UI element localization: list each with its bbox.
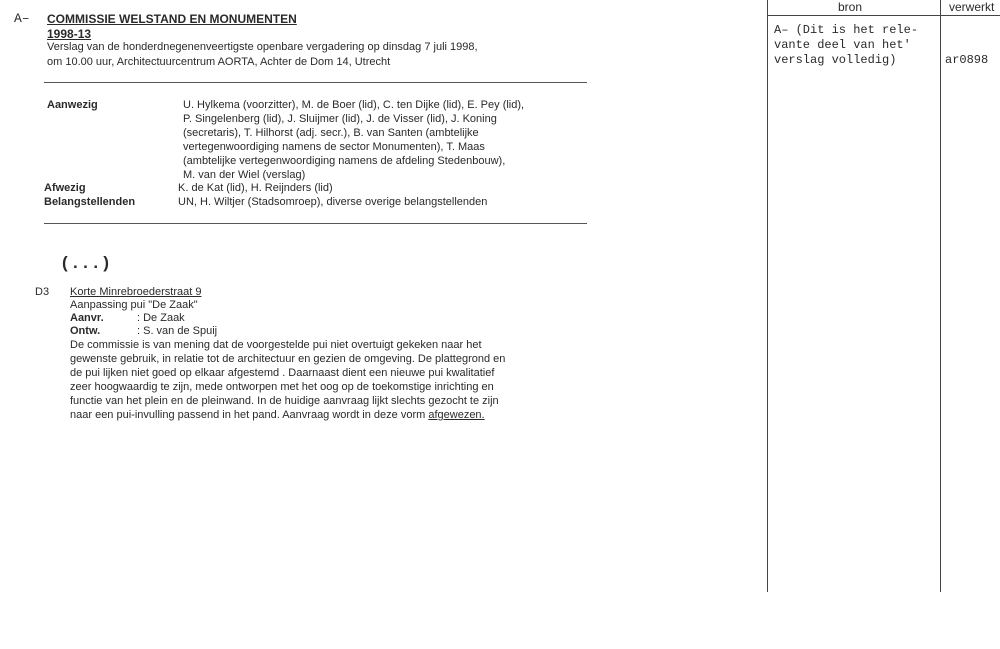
present-line-4: vertegenwoordiging namens de sector Monumenten), T. Maas [183, 141, 485, 153]
designer-value: : S. van de Spuij [137, 325, 218, 337]
present-line-1: U. Hylkema (voorzitter), M. de Boer (lid), C. ten Dijke (lid), E. Pey (lid), [183, 99, 525, 111]
column-header-verwerkt: verwerkt [949, 0, 995, 14]
present-line-6: M. van der Wiel (verslag) [183, 169, 306, 181]
note-line-3: verslag volledig) [774, 53, 897, 67]
document-number: 1998-13 [47, 27, 92, 41]
note-line-2: vante deel van het' [774, 38, 911, 52]
intro-line-1: Verslag van de honderdnegenenveertigste openbare vergadering op dinsdag 7 juli 1998, [47, 41, 478, 53]
decision-text: afgewezen. [428, 409, 485, 421]
divider-top [44, 82, 587, 83]
present-label: Aanwezig [47, 99, 98, 111]
intro-line-2: om 10.00 uur, Architectuurcentrum AORTA, Achter de Dom 14, Utrecht [47, 56, 391, 68]
present-line-2: P. Singelenberg (lid), J. Sluijmer (lid), J. de Visser (lid), J. Koning [183, 113, 497, 125]
side-table-column-divider [940, 0, 941, 592]
stakeholders-text: UN, H. Wiltjer (Stadsomroep), diverse overige belangstellenden [178, 196, 488, 208]
divider-bottom [44, 223, 587, 224]
body-line-6 [70, 409, 485, 421]
margin-mark: A– [14, 11, 30, 26]
item-code: D3 [35, 286, 50, 298]
body-line-6-text: naar een pui-invulling passend in het pand. Aanvraag wordt in deze vorm [70, 409, 429, 421]
side-table-header-rule [767, 15, 1000, 16]
ellipsis-mark: (...) [60, 255, 112, 274]
absent-label: Afwezig [44, 182, 86, 194]
applicant-value: : De Zaak [137, 312, 185, 324]
absent-text: K. de Kat (lid), H. Reijnders (lid) [178, 182, 333, 194]
column-header-bron: bron [838, 0, 863, 14]
item-subject: Aanpassing pui "De Zaak" [70, 299, 198, 311]
item-address: Korte Minrebroederstraat 9 [70, 286, 202, 298]
body-line-1: De commissie is van mening dat de voorgestelde pui niet overtuigt gekeken naar het [70, 339, 482, 351]
body-line-3: de pui lijken niet goed op elkaar afgestemd . Daarnaast dient een nieuwe pui kwalitatief [70, 367, 495, 379]
body-line-5: functie van het plein en de pleinwand. In de huidige aanvraag lijkt slechts gezocht te zijn [70, 395, 499, 407]
body-line-2: gewenste gebruik, in relatie tot de architectuur en gezien de omgeving. De plattegrond en [70, 353, 506, 365]
body-line-4: zeer hoogwaardig te zijn, mede ontworpen met het oog op de toekomstige inrichting en [70, 381, 494, 393]
document-title: COMMISSIE WELSTAND EN MONUMENTEN [47, 12, 297, 26]
present-line-3: (secretaris), T. Hilhorst (adj. secr.), B. van Santen (ambtelijke [183, 127, 479, 139]
archive-reference: ar0898 [945, 53, 989, 67]
stakeholders-label: Belangstellenden [44, 196, 136, 208]
side-table-left-border [767, 0, 768, 592]
present-line-5: (ambtelijke vertegenwoordiging namens de afdeling Stedenbouw), [183, 155, 506, 167]
note-line-1: A– (Dit is het rele- [774, 23, 919, 37]
applicant-label: Aanvr. [70, 312, 104, 324]
designer-label: Ontw. [70, 325, 101, 337]
